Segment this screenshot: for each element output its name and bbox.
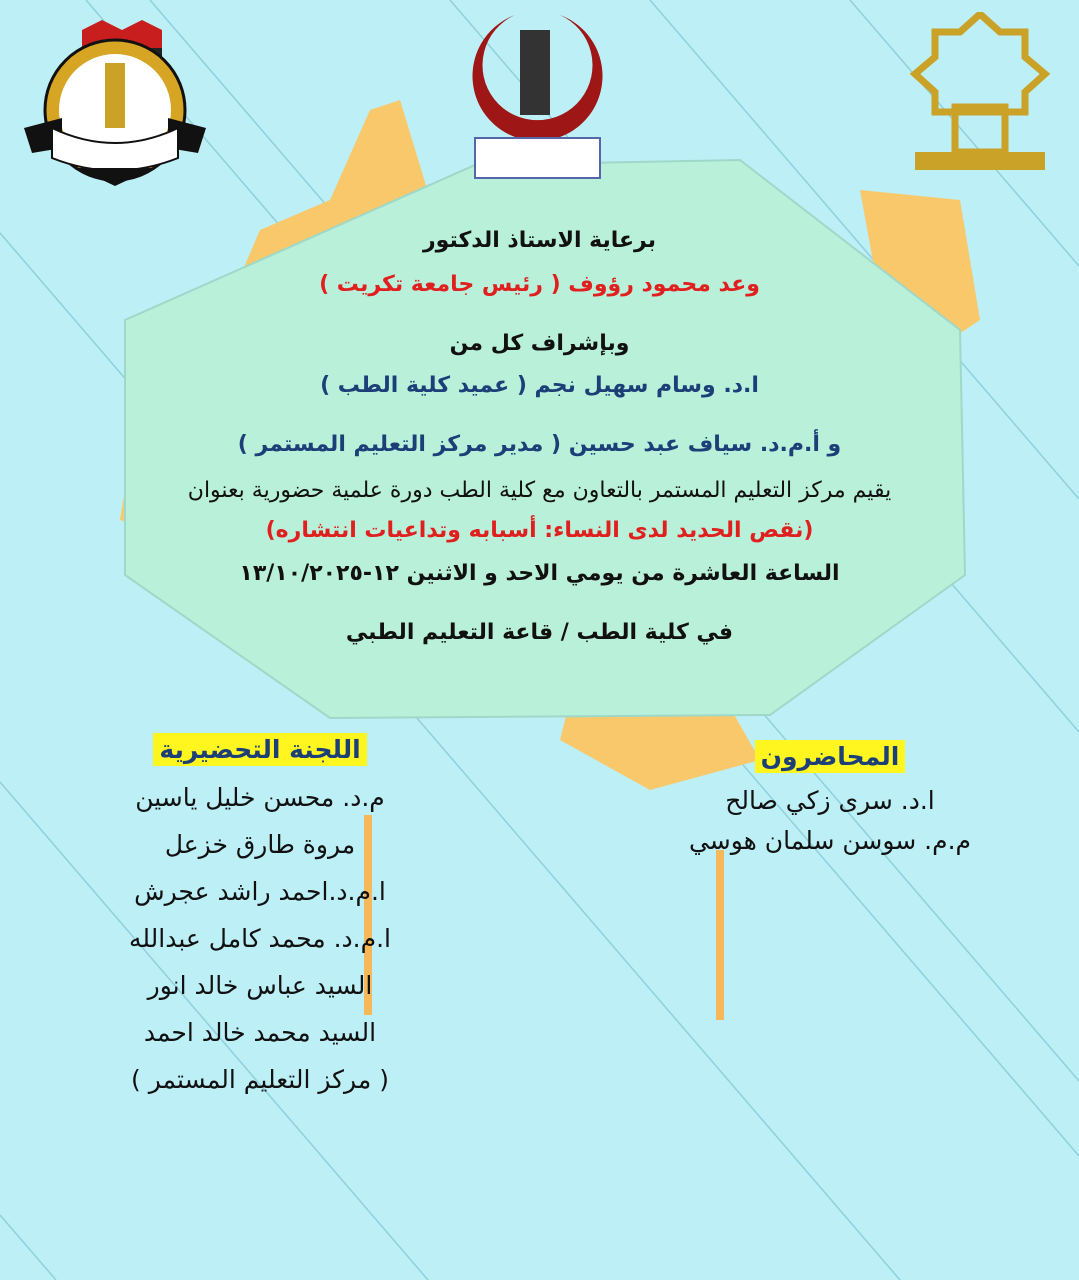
committee-member: ا.م.د.احمد راشد عجرش [134, 877, 386, 906]
director-line: و أ.م.د. سياف عبد حسين ( مدير مركز التعليم المستمر ) [237, 432, 842, 457]
tikrit-university-emblem [905, 12, 1055, 177]
patronage-line: برعاية الاستاذ الدكتور [423, 228, 656, 253]
time-line: الساعة العاشرة من يومي الاحد و الاثنين ١٢-١٣/١٠/٢٠٢٥ [239, 561, 840, 586]
president-line: وعد محمود رؤوف ( رئيس جامعة تكريت ) [319, 272, 760, 297]
lecturer: ا.د. سرى زكي صالح [725, 786, 935, 815]
committee-heading: اللجنة التحضيرية [153, 733, 366, 766]
continuing-education-center-emblem [22, 18, 208, 188]
lecturer: م.م. سوسن سلمان هوسي [688, 826, 972, 855]
committee-section [100, 733, 420, 1103]
college-of-medicine-emblem [465, 10, 610, 182]
committee-member: ( مركز التعليم المستمر ) [131, 1065, 389, 1094]
committee-member: السيد محمد خالد احمد [143, 1018, 377, 1047]
supervision-line: وبإشراف كل من [449, 331, 630, 356]
committee-member: مروة طارق خزعل [164, 830, 356, 859]
intro-line: يقيم مركز التعليم المستمر بالتعاون مع كلية الطب دورة علمية حضورية بعنوان [187, 478, 892, 503]
committee-member: م.د. محسن خليل ياسين [135, 783, 385, 812]
course-title: (نقص الحديد لدى النساء: أسبابه وتداعيات انتشاره) [265, 518, 814, 543]
committee-member: ا.م.د. محمد كامل عبدالله [128, 924, 391, 953]
accent-bar [716, 850, 724, 1020]
location-line: في كلية الطب / قاعة التعليم الطبي [345, 620, 734, 645]
dean-line: ا.د. وسام سهيل نجم ( عميد كلية الطب ) [320, 373, 759, 398]
lecturers-section [660, 740, 1000, 861]
committee-member: السيد عباس خالد انور [147, 971, 373, 1000]
lecturers-heading: المحاضرون [755, 740, 906, 773]
